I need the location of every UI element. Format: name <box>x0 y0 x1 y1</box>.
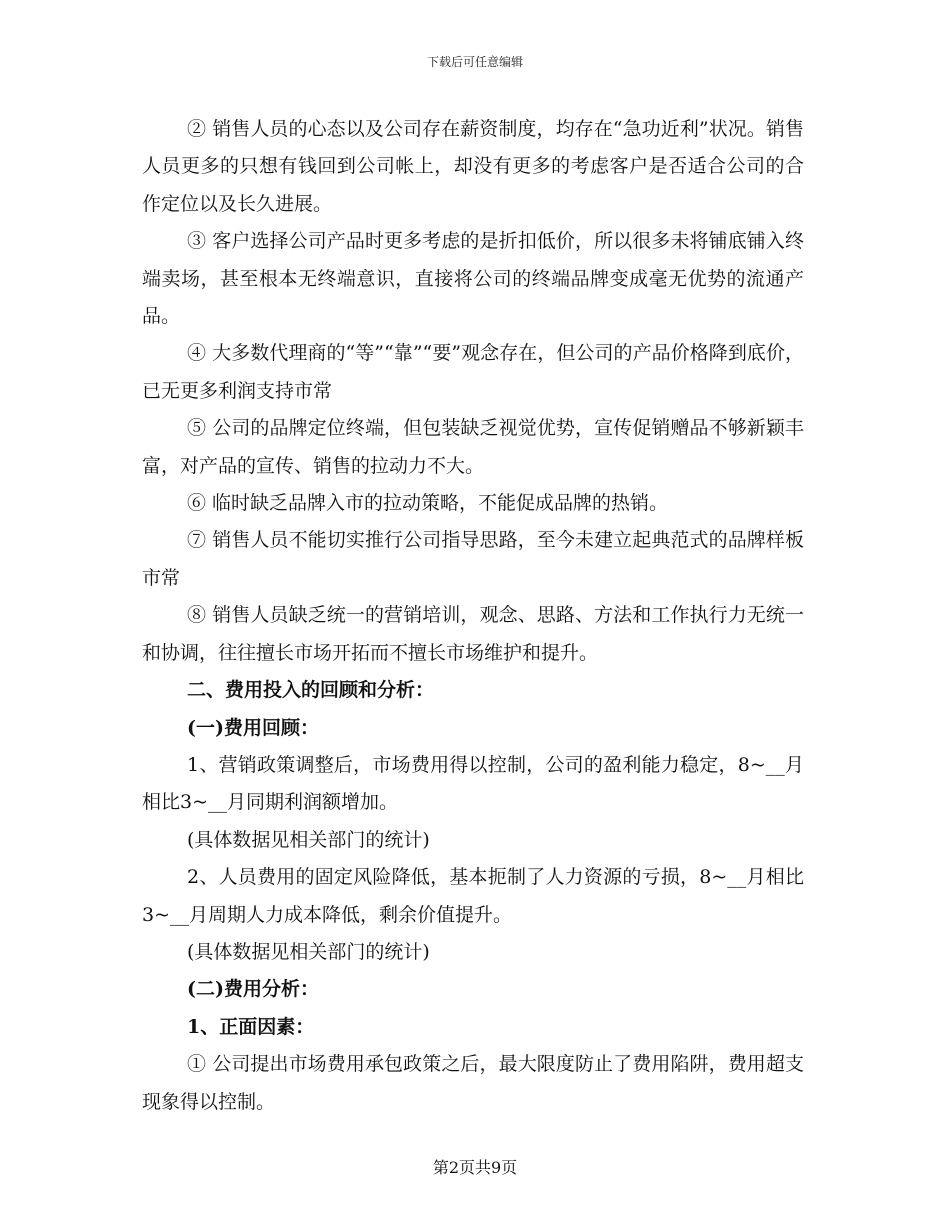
page-footer: 第2页共9页 <box>432 1158 518 1177</box>
paragraph-data-note-1: (具体数据见相关部门的统计) <box>187 828 430 851</box>
paragraph-brand-packaging: ⑤ 公司的品牌定位终端，但包装缺乏视觉优势，宣传促销赠品不够新颖丰富，对产品的宣传、销售的拉动力不大。 <box>142 417 804 477</box>
paragraph-data-note-2: (具体数据见相关部门的统计) <box>187 940 430 963</box>
subsection-heading-cost-analysis: (二)费用分析： <box>187 978 319 1001</box>
paragraph-personnel-cost: 2、人员费用的固定风险降低，基本扼制了人力资源的亏损，8~__月相比3~__月周期人力成本降低，剩余价值提升。 <box>142 866 804 926</box>
paragraph-marketing-policy: 1、营销政策调整后，市场费用得以控制，公司的盈利能力稳定，8~__月相比3~__月同期利润额增加。 <box>142 753 804 814</box>
paragraph-agent-attitude: ④ 大多数代理商的“等”“靠”“要”观念存在，但公司的产品价格降到底价，已无更多利润支持市常 <box>142 342 804 402</box>
paragraph-cost-contract-policy: ① 公司提出市场费用承包政策之后，最大限度防止了费用陷阱，费用超支现象得以控制。 <box>142 1053 804 1113</box>
paragraph-sales-training: ⑧ 销售人员缺乏统一的营销培训，观念、思路、方法和工作执行力无统一和协调，往往擅长市场开拓而不擅长市场维护和提升。 <box>142 604 804 664</box>
paragraph-brand-strategy: ⑥ 临时缺乏品牌入市的拉动策略，不能促成品牌的热销。 <box>187 492 669 515</box>
subsection-heading-cost-review: (一)费用回顾： <box>187 716 319 739</box>
heading-positive-factors: 1、正面因素： <box>187 1015 315 1038</box>
section-heading-cost-review: 二、费用投入的回顾和分析： <box>187 679 435 702</box>
paragraph-customer-discount: ③ 客户选择公司产品时更多考虑的是折扣低价，所以很多未将铺底铺入终端卖场，甚至根本无终端意识，直接将公司的终端品牌变成毫无优势的流通产品。 <box>142 230 804 328</box>
paragraph-sales-mindset: ② 销售人员的心态以及公司存在薪资制度，均存在“急功近利”状况。销售人员更多的只想有钱回到公司帐上，却没有更多的考虑客户是否适合公司的合作定位以及长久进展。 <box>142 118 804 215</box>
page-header: 下载后可任意编辑 <box>426 55 523 69</box>
paragraph-sample-market: ⑦ 销售人员不能切实推行公司指导思路，至今未建立起典范式的品牌样板市常 <box>142 529 804 589</box>
document-body <box>142 111 804 1121</box>
